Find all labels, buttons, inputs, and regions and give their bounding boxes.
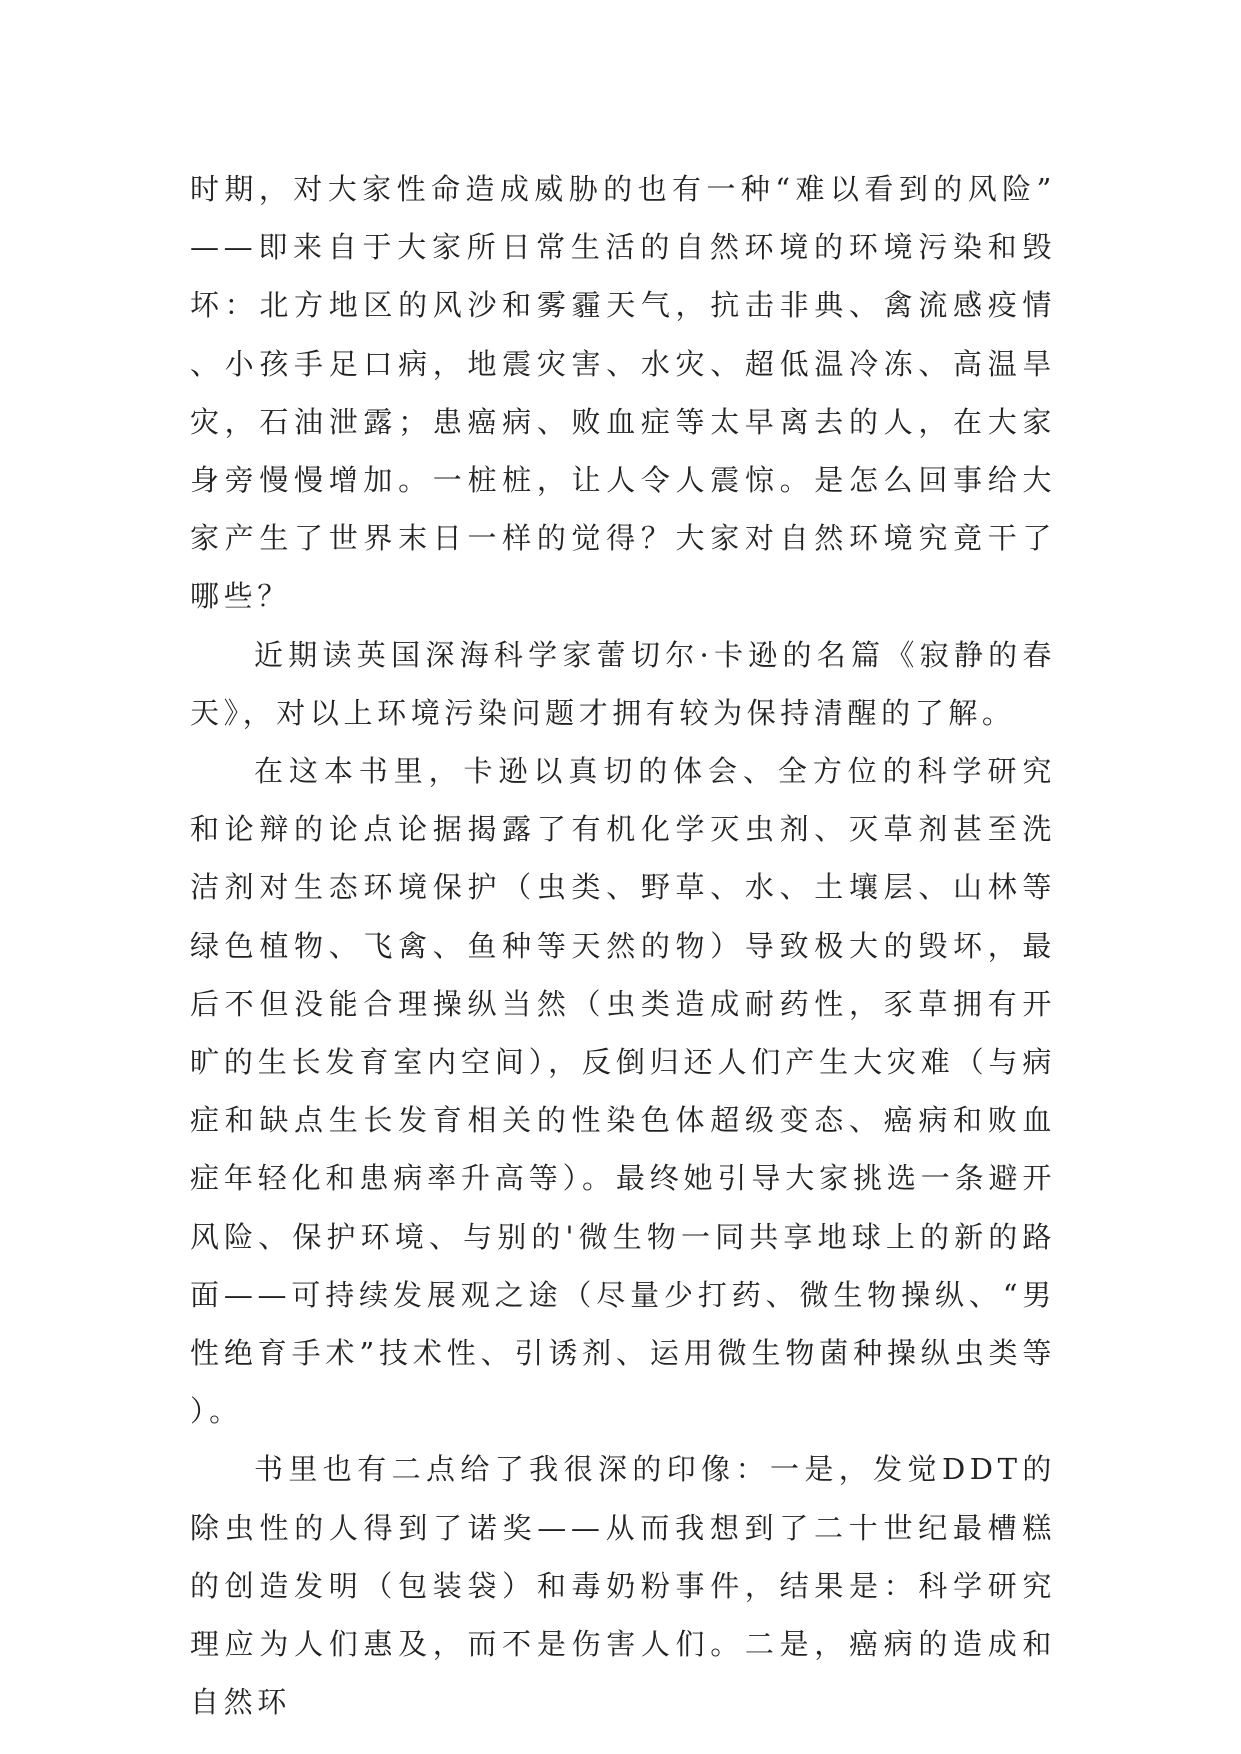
document-body <box>190 160 1056 1731</box>
paragraph-4: 书里也有二点给了我很深的印像：一是，发觉DDT的除虫性的人得到了诺奖——从而我想到了二十世纪最槽糕的创造发明（包装袋）和毒奶粉事件，结果是：科学研究理应为人们惠及，而不是伤害人们。二是，癌病的造成和自然环 <box>190 1452 1056 1720</box>
paragraph-3: 在这本书里，卡逊以真切的体会、全方位的科学研究和论辩的论点论据揭露了有机化学灭虫剂、灭草剂甚至洗洁剂对生态环境保护（虫类、野草、水、土壤层、山林等绿色植物、飞禽、鱼种等天然的物）导致极大的毁坏，最后不但没能合理操纵当然（虫类造成耐药性，豕草拥有开旷的生长发育室内空间），反倒归还人们产生大灾难（与病症和缺点生长发育相关的性染色体超级变态、癌病和败血症年轻化和患病率升高等）。最终她引导大家挑选一条避开风险、保护环境、与别的'微生物一同共享地球上的新的路面——可持续发展观之途（尽量少打药、微生物操纵、“男性绝育手术”技术性、引诱剂、运用微生物菌种操纵虫类等）。 <box>190 754 1056 1429</box>
paragraph-2: 近期读英国深海科学家蕾切尔·卡逊的名篇《寂静的春天》，对以上环境污染问题才拥有较为保持清醒的了解。 <box>190 637 1056 730</box>
paragraph-1: 时期，对大家性命造成威胁的也有一种“难以看到的风险”——即来自于大家所日常生活的自然环境的环境污染和毁坏：北方地区的风沙和雾霾天气，抗击非典、禽流感疫情、小孩手足口病，地震灾害、水灾、超低温冷冻、高温旱灾，石油泄露；患癌病、败血症等太早离去的人，在大家身旁慢慢增加。一桩桩，让人令人震惊。是怎么回事给大家产生了世界末日一样的觉得？大家对自然环境究竟干了哪些？ <box>190 172 1056 614</box>
